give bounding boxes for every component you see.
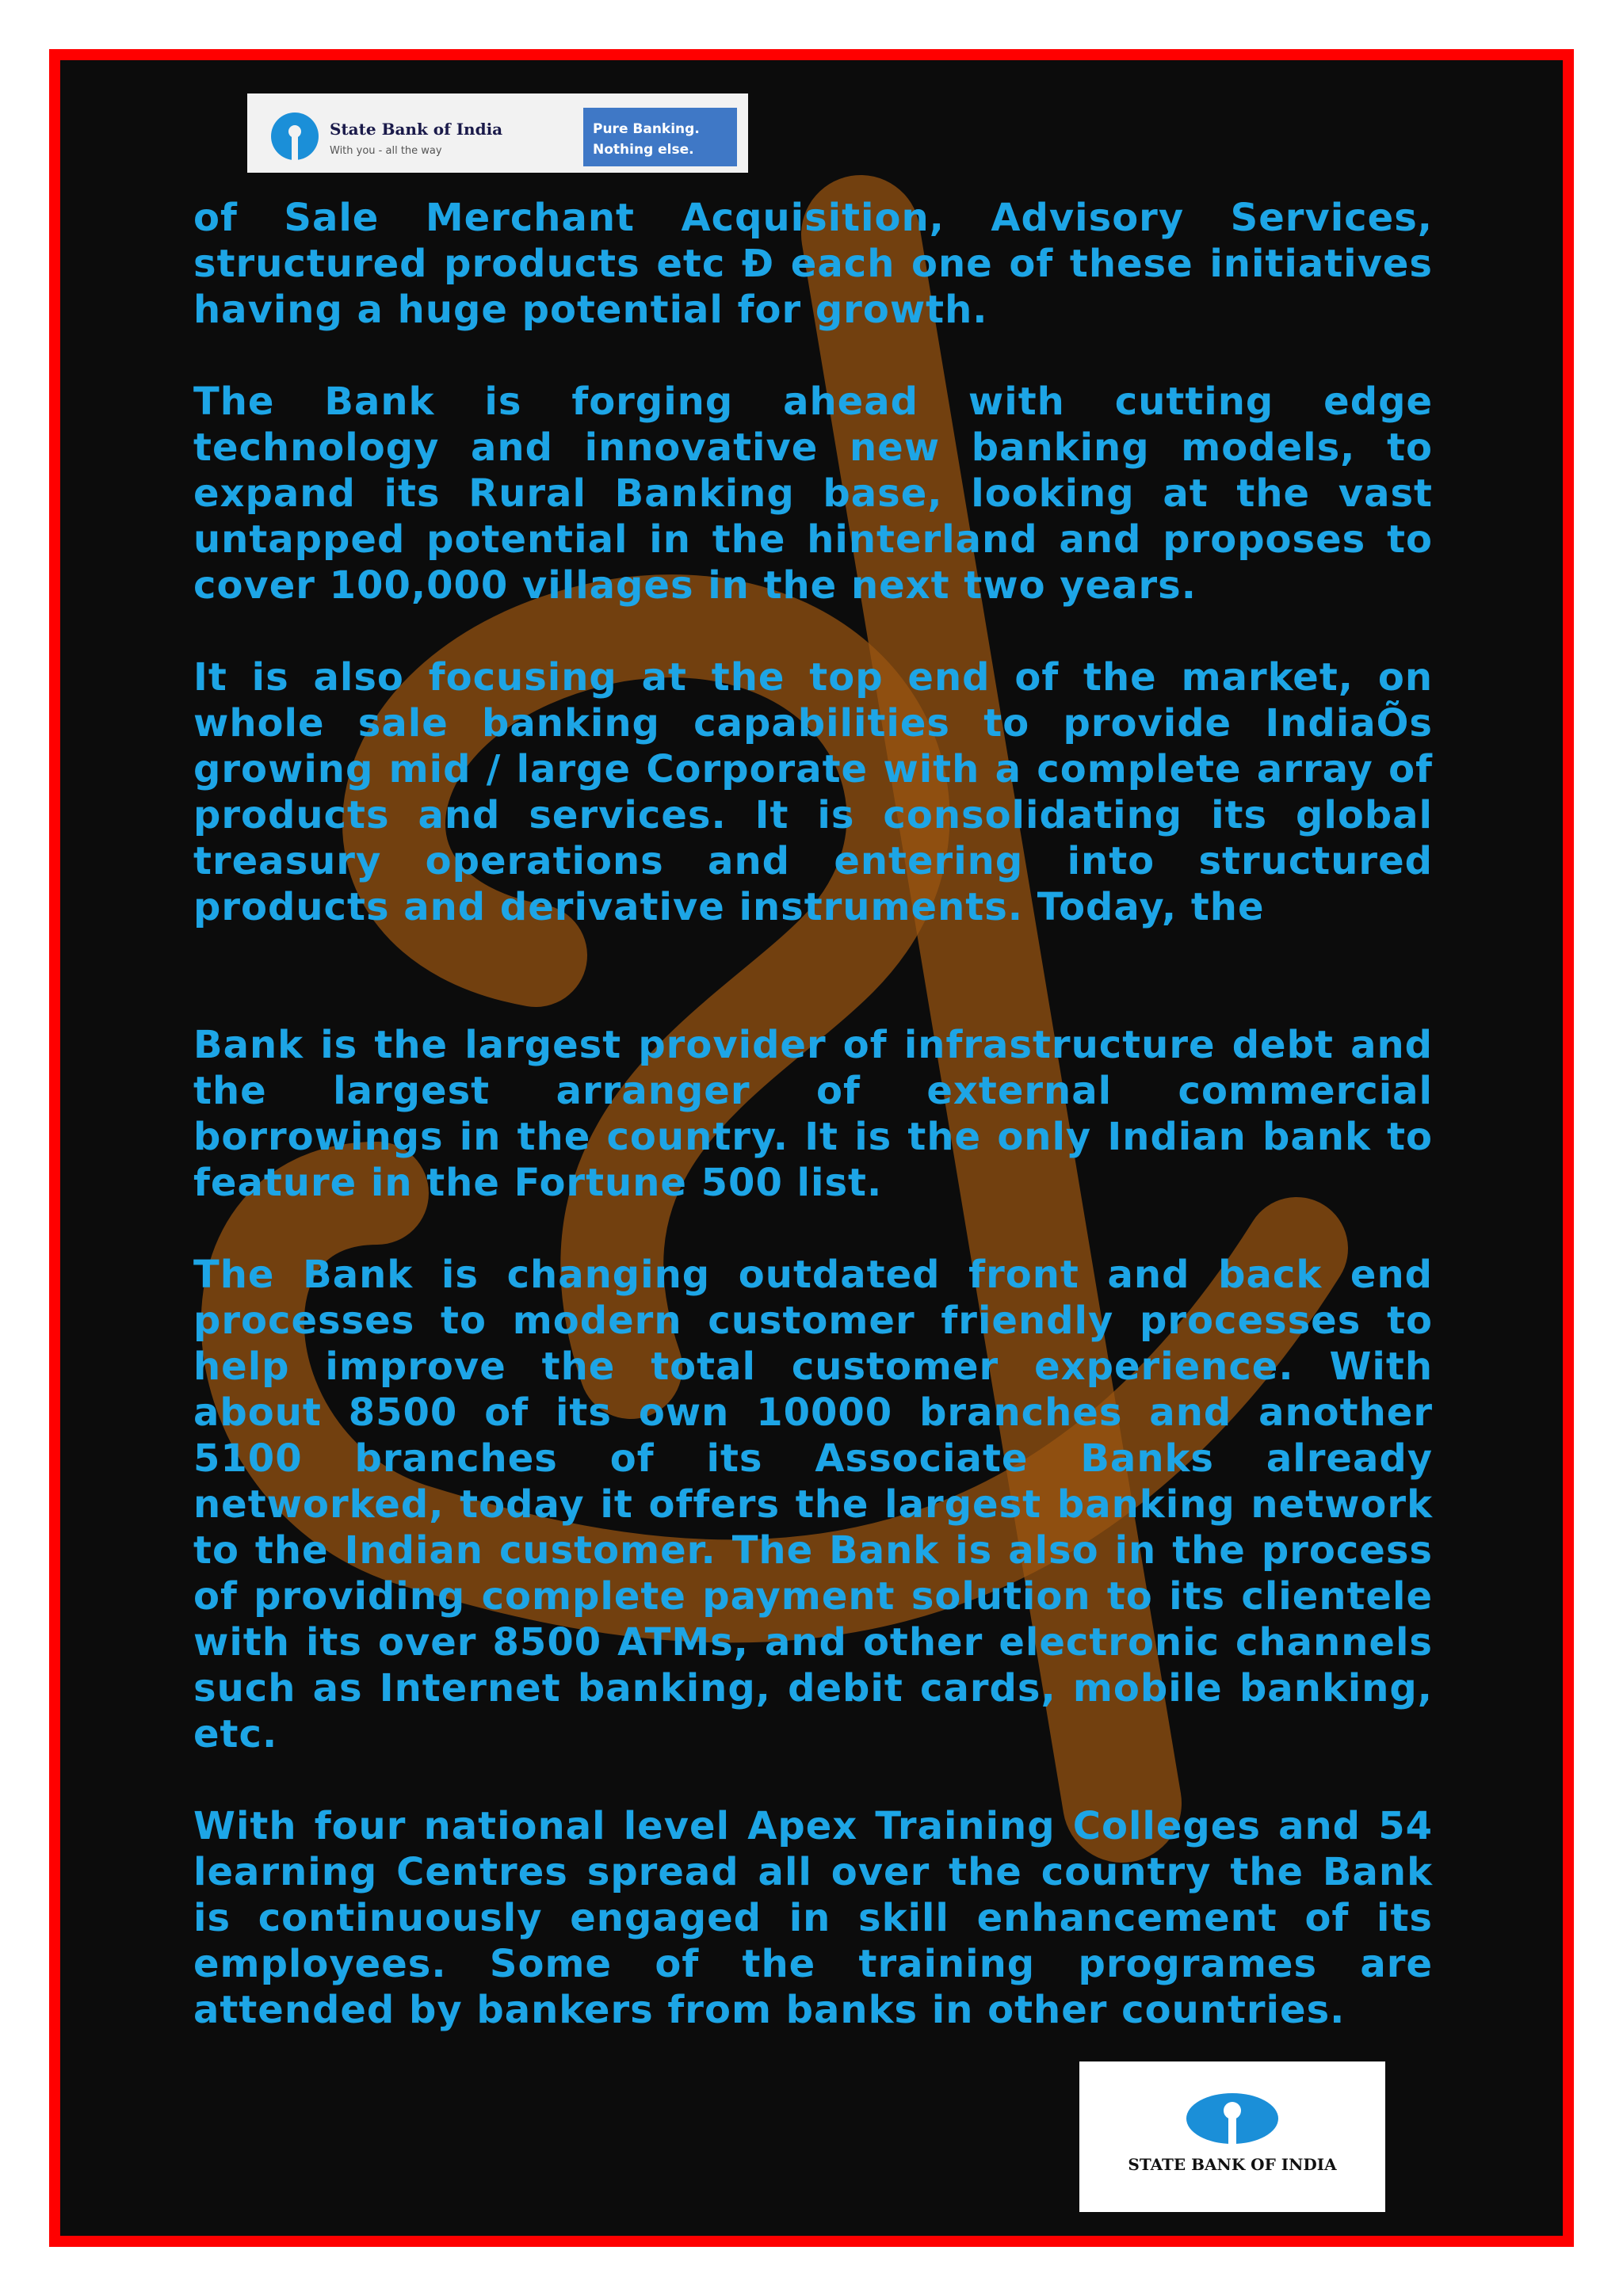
sbi-footer-logo <box>1079 2061 1385 2212</box>
paragraph-wholesale-banking: It is also focusing at the top end of the market, on whole sale banking capabilities to provide IndiaÕs growing mid / large Corporate with a complete array of products and services. It is consolidating its global treasury operations and entering into structured products and derivative instruments. Today, the <box>193 655 1433 929</box>
sbi-banner-graphic <box>247 93 748 173</box>
paragraph-rural-banking: The Bank is forging ahead with cutting edge technology and innovative new banking models, to expand its Rural Banking base, looking at the vast untapped potential in the hinterland and proposes to cover 100,000 villages in the next two years. <box>193 379 1433 608</box>
paragraph-training-colleges: With four national level Apex Training Colleges and 54 learning Centres spread all over the country the Bank is continuously engaged in skill enhancement of its employees. Some of the training programes are attended by bankers from banks in other countries. <box>193 1804 1433 2032</box>
sbi-keyhole-logo-icon <box>1079 2061 1385 2149</box>
banner-bank-name: State Bank of India <box>330 120 503 139</box>
footer-logo-caption: STATE BANK OF INDIA <box>1128 2155 1337 2174</box>
paragraph-branch-network: The Bank is changing outdated front and back end processes to modern customer friendly processes to help improve the total customer experience. With about 8500 of its own 10000 branches and another 5100 branches of its Associate Banks already networked, today it offers the largest banking network to the Indian customer. The Bank is also in the process of providing complete payment solution to its clientele with its over 8500 ATMs, and other electronic channels such as Internet banking, debit cards, mobile banking, etc. <box>193 1253 1433 1756</box>
page-frame <box>49 49 1574 2247</box>
banner-slogan-line1: Pure Banking. <box>593 121 700 137</box>
body-text <box>193 195 1433 2033</box>
paragraph-sale-merchant: of Sale Merchant Acquisition, Advisory Services, structured products etc Ð each one of these initiatives having a huge potential for growth. <box>193 196 1433 332</box>
banner-tagline: With you - all the way <box>330 145 442 157</box>
sbi-header-banner <box>247 93 748 173</box>
paragraph-infrastructure-debt: Bank is the largest provider of infrastructure debt and the largest arranger of external commercial borrowings in the country. It is the only Indian bank to feature in the Fortune 500 list. <box>193 1023 1433 1205</box>
sbi-keyhole-logo <box>271 113 319 160</box>
banner-slogan-line2: Nothing else. <box>593 142 694 158</box>
